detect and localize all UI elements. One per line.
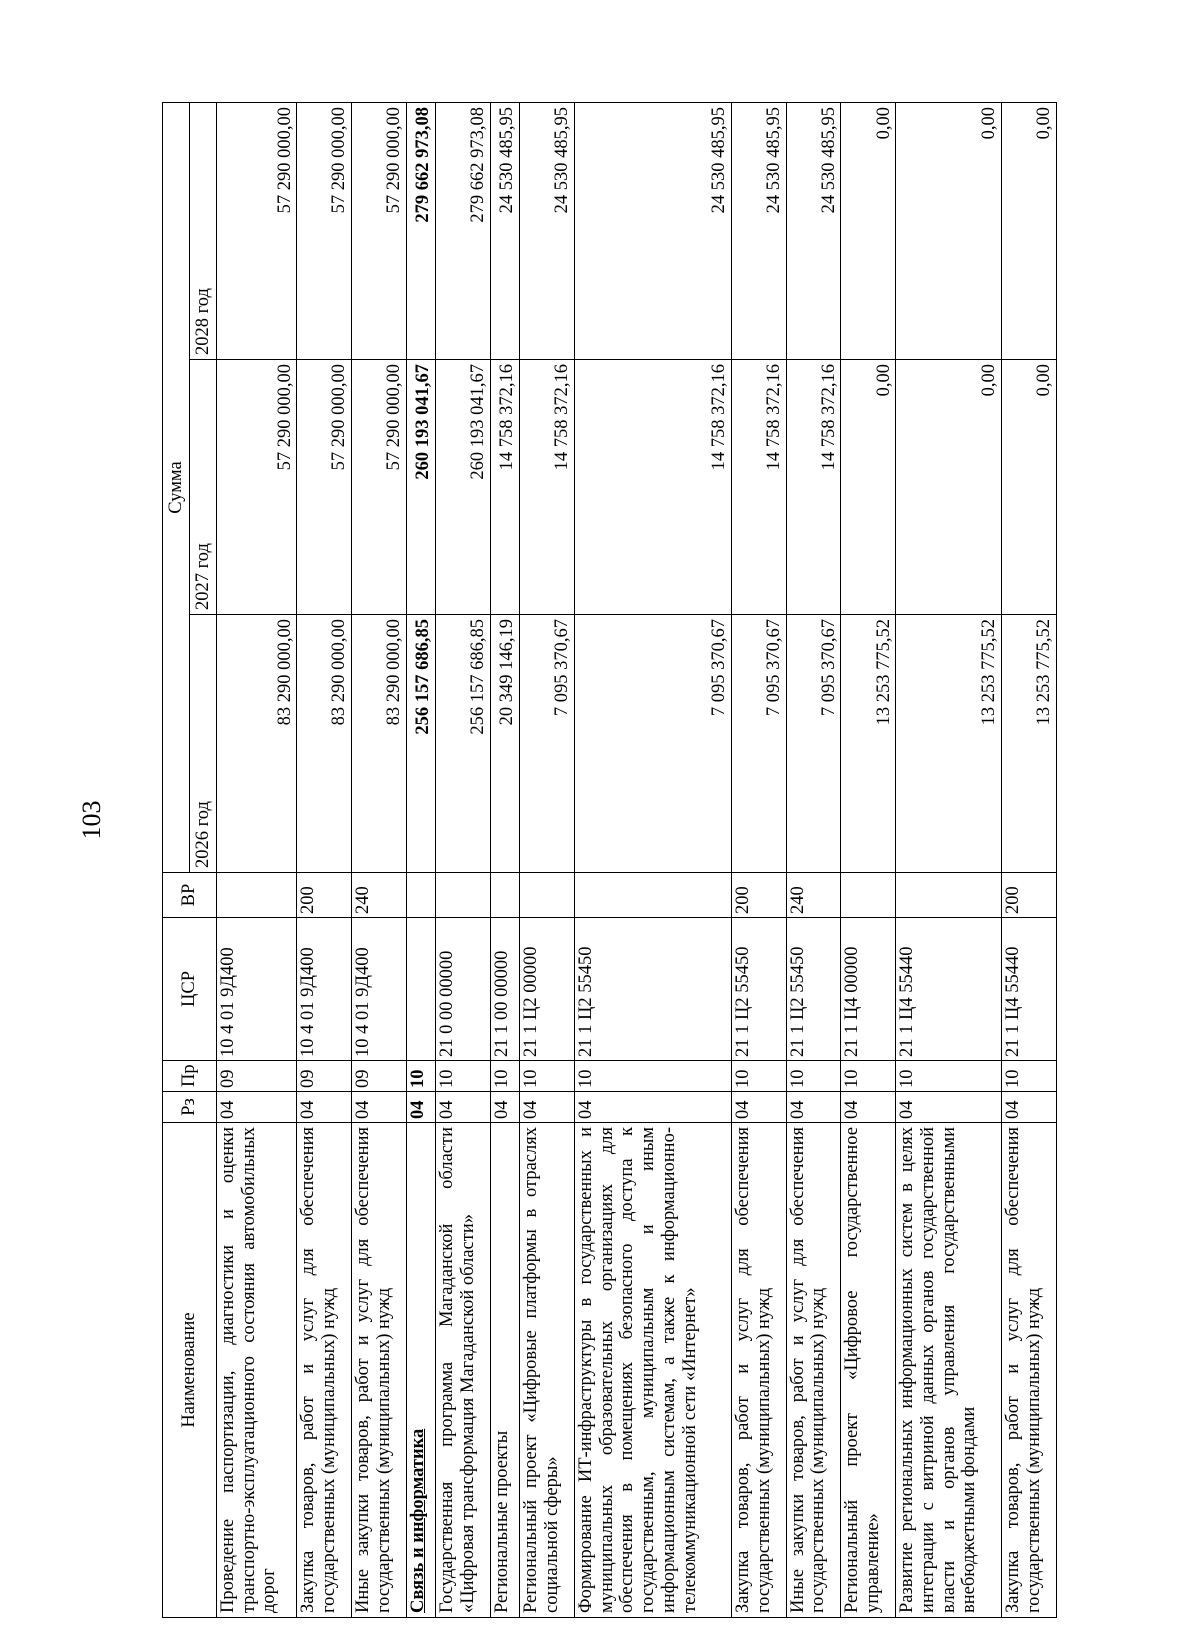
header-pr: Пр <box>163 1061 217 1092</box>
header-name: Наименование <box>163 1123 217 1618</box>
row-pr: 10 <box>896 1061 1002 1092</box>
row-vr: 200 <box>297 873 352 918</box>
header-vr: ВР <box>163 873 217 918</box>
row-name: Региональные проекты <box>490 1123 519 1618</box>
table-row <box>490 102 519 1617</box>
table-row <box>1002 102 1057 1617</box>
budget-table <box>162 102 1057 1618</box>
row-csr: 21 1 Ц2 00000 <box>520 918 575 1061</box>
row-2027: 14 758 372,16 <box>490 360 519 615</box>
row-csr <box>406 918 435 1061</box>
row-2026: 13 253 775,52 <box>896 615 1002 873</box>
row-2028: 24 530 485,95 <box>574 102 731 359</box>
row-pr: 10 <box>1002 1061 1057 1092</box>
row-vr: 240 <box>786 873 841 918</box>
row-vr: 200 <box>731 873 786 918</box>
row-pr: 09 <box>297 1061 352 1092</box>
row-2028: 24 530 485,95 <box>731 102 786 359</box>
row-name: Закупка товаров, работ и услуг для обеспечения государственных (муниципальных) нужд <box>731 1123 786 1618</box>
table-row-section <box>406 102 435 1617</box>
row-2026: 83 290 000,00 <box>217 615 297 873</box>
row-vr <box>490 873 519 918</box>
row-rz: 04 <box>520 1092 575 1123</box>
row-vr <box>406 873 435 918</box>
header-row-1 <box>163 102 190 1617</box>
row-rz: 04 <box>731 1092 786 1123</box>
row-rz: 04 <box>786 1092 841 1123</box>
row-rz: 04 <box>352 1092 407 1123</box>
row-csr: 10 4 01 9Д400 <box>297 918 352 1061</box>
table-row <box>731 102 786 1617</box>
table-row <box>352 102 407 1617</box>
row-csr: 21 1 00 00000 <box>490 918 519 1061</box>
row-2027: 0,00 <box>841 360 896 615</box>
budget-table-container <box>162 103 1057 1618</box>
table-row <box>436 102 491 1617</box>
header-2026: 2026 год <box>190 615 217 873</box>
row-rz: 04 <box>574 1092 731 1123</box>
row-2027: 14 758 372,16 <box>574 360 731 615</box>
row-rz: 04 <box>896 1092 1002 1123</box>
row-name: Закупка товаров, работ и услуг для обеспечения государственных (муниципальных) нужд <box>1002 1123 1057 1618</box>
header-rz: Рз <box>163 1092 217 1123</box>
row-rz: 04 <box>217 1092 297 1123</box>
row-vr <box>217 873 297 918</box>
row-2027: 260 193 041,67 <box>436 360 491 615</box>
row-name: Иные закупки товаров, работ и услуг для обеспечения государственных (муниципальных) нужд <box>352 1123 407 1618</box>
row-csr: 21 1 Ц2 55450 <box>786 918 841 1061</box>
row-rz: 04 <box>406 1092 435 1123</box>
table-row <box>786 102 841 1617</box>
row-2026: 7 095 370,67 <box>786 615 841 873</box>
row-2027: 57 290 000,00 <box>217 360 297 615</box>
row-pr: 09 <box>217 1061 297 1092</box>
row-rz: 04 <box>490 1092 519 1123</box>
row-2026: 256 157 686,85 <box>406 615 435 873</box>
row-2028: 57 290 000,00 <box>297 102 352 359</box>
row-2028: 24 530 485,95 <box>520 102 575 359</box>
header-sum: Сумма <box>163 102 190 872</box>
row-vr <box>896 873 1002 918</box>
row-2026: 7 095 370,67 <box>574 615 731 873</box>
row-2028: 24 530 485,95 <box>786 102 841 359</box>
row-2027: 0,00 <box>1002 360 1057 615</box>
table-row <box>520 102 575 1617</box>
row-csr: 21 1 Ц4 55440 <box>896 918 1002 1061</box>
table-row <box>841 102 896 1617</box>
row-rz: 04 <box>297 1092 352 1123</box>
row-2026: 13 253 775,52 <box>1002 615 1057 873</box>
row-2027: 14 758 372,16 <box>520 360 575 615</box>
header-2028: 2028 год <box>190 102 217 359</box>
row-name: Проведение паспортизации, диагностики и оценки транспортно-эксплуатационного состояния автомобильных дорог <box>217 1123 297 1618</box>
row-vr <box>436 873 491 918</box>
row-pr: 10 <box>574 1061 731 1092</box>
row-2027: 14 758 372,16 <box>786 360 841 615</box>
header-2027: 2027 год <box>190 360 217 615</box>
row-2028: 24 530 485,95 <box>490 102 519 359</box>
row-2028: 0,00 <box>896 102 1002 359</box>
row-2026: 256 157 686,85 <box>436 615 491 873</box>
row-pr: 10 <box>786 1061 841 1092</box>
table-row <box>896 102 1002 1617</box>
row-2026: 83 290 000,00 <box>352 615 407 873</box>
row-rz: 04 <box>1002 1092 1057 1123</box>
row-2027: 14 758 372,16 <box>731 360 786 615</box>
row-csr: 21 1 Ц2 55450 <box>731 918 786 1061</box>
table-row <box>574 102 731 1617</box>
row-vr <box>520 873 575 918</box>
row-pr: 10 <box>490 1061 519 1092</box>
row-csr: 21 1 Ц4 55440 <box>1002 918 1057 1061</box>
row-2028: 0,00 <box>841 102 896 359</box>
row-rz: 04 <box>436 1092 491 1123</box>
row-2028: 279 662 973,08 <box>406 102 435 359</box>
row-2027: 0,00 <box>896 360 1002 615</box>
table-row <box>217 102 297 1617</box>
row-name: Формирование ИТ-инфраструктуры в государственных и муниципальных образовательных организациях для обеспечения в помещениях безопасного доступа к государственным, муниципальным и иным информационным системам, а также к информационно-телекоммуникационной сети «Интернет» <box>574 1123 731 1618</box>
row-vr: 240 <box>352 873 407 918</box>
row-2026: 7 095 370,67 <box>731 615 786 873</box>
row-2026: 13 253 775,52 <box>841 615 896 873</box>
row-name: Закупка товаров, работ и услуг для обеспечения государственных (муниципальных) нужд <box>297 1123 352 1618</box>
row-csr: 10 4 01 9Д400 <box>352 918 407 1061</box>
row-csr: 21 1 Ц2 55450 <box>574 918 731 1061</box>
row-name: Связь и информатика <box>406 1123 435 1618</box>
row-vr <box>841 873 896 918</box>
page-number: 103 <box>77 800 106 840</box>
row-2026: 7 095 370,67 <box>520 615 575 873</box>
row-rz: 04 <box>841 1092 896 1123</box>
row-pr: 09 <box>352 1061 407 1092</box>
row-pr: 10 <box>841 1061 896 1092</box>
row-pr: 10 <box>731 1061 786 1092</box>
row-vr <box>574 873 731 918</box>
header-csr: ЦСР <box>163 918 217 1061</box>
row-name: Региональный проект «Цифровое государственное управление» <box>841 1123 896 1618</box>
row-name: Региональный проект «Цифровые платформы в отраслях социальной сферы» <box>520 1123 575 1618</box>
row-pr: 10 <box>520 1061 575 1092</box>
row-csr: 21 0 00 00000 <box>436 918 491 1061</box>
row-name: Государственная программа Магаданской области «Цифровая трансформация Магаданской области» <box>436 1123 491 1618</box>
row-2028: 0,00 <box>1002 102 1057 359</box>
row-2028: 279 662 973,08 <box>436 102 491 359</box>
row-2027: 57 290 000,00 <box>297 360 352 615</box>
row-csr: 21 1 Ц4 00000 <box>841 918 896 1061</box>
row-vr: 200 <box>1002 873 1057 918</box>
row-pr: 10 <box>436 1061 491 1092</box>
table-row <box>297 102 352 1617</box>
row-2028: 57 290 000,00 <box>217 102 297 359</box>
row-2028: 57 290 000,00 <box>352 102 407 359</box>
row-2026: 83 290 000,00 <box>297 615 352 873</box>
row-2026: 20 349 146,19 <box>490 615 519 873</box>
row-2027: 57 290 000,00 <box>352 360 407 615</box>
row-csr: 10 4 01 9Д400 <box>217 918 297 1061</box>
row-pr: 10 <box>406 1061 435 1092</box>
row-name: Иные закупки товаров, работ и услуг для обеспечения государственных (муниципальных) нужд <box>786 1123 841 1618</box>
row-2027: 260 193 041,67 <box>406 360 435 615</box>
row-name: Развитие региональных информационных систем в целях интеграции с витриной данных органов государственной власти и органов управления государственными внебюджетными фондами <box>896 1123 1002 1618</box>
